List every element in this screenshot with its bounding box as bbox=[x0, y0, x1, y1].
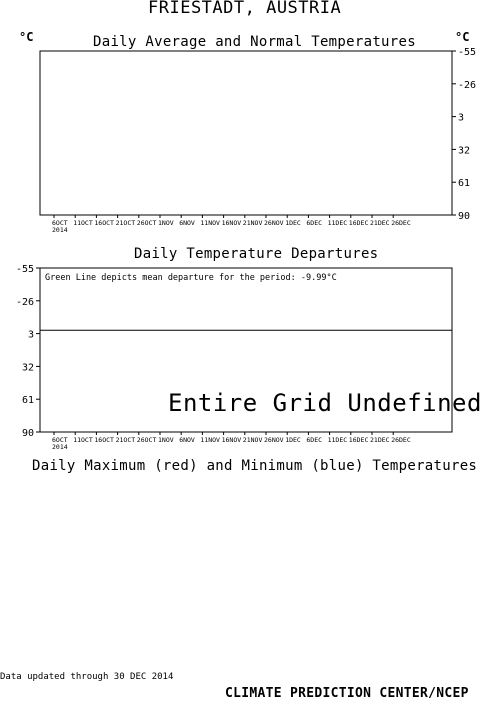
chart2-x-tick-label: 26DEC bbox=[391, 436, 411, 444]
chart1-y-tick-label: -26 bbox=[458, 79, 477, 91]
chart1-x-tick-label: 26DEC bbox=[391, 219, 411, 227]
chart2-x-tick-label: 21OCT bbox=[115, 436, 136, 444]
chart1-y-tick-label: -55 bbox=[458, 47, 477, 58]
chart2-plot-frame bbox=[40, 268, 452, 432]
chart2-y-tick-label: -55 bbox=[15, 264, 34, 275]
chart1-x-tick-label: 21OCT bbox=[115, 219, 136, 227]
chart1-plot-frame bbox=[40, 51, 452, 215]
page-title: FRIESTADT, AUSTRIA bbox=[148, 0, 342, 18]
chart2-x-tick-label: 11DEC bbox=[327, 436, 348, 444]
chart1-y-tick-label: 90 bbox=[458, 211, 471, 222]
chart1-x-tick-label: 21DEC bbox=[370, 219, 390, 227]
chart2-x-tick-label: 6NOV bbox=[179, 436, 195, 444]
chart2-title: Daily Temperature Departures bbox=[134, 246, 379, 262]
chart2-y-tick-label: 3 bbox=[27, 329, 34, 341]
chart1-x-tick-label: 6NOV bbox=[179, 219, 195, 227]
chart2-annotation: Green Line depicts mean departure for the period: -9.99°C bbox=[45, 273, 337, 283]
chart1-x-tick-label: 16NOV bbox=[221, 219, 242, 227]
chart2-x-tick-label: 21NOV bbox=[242, 436, 263, 444]
chart2-x-tick-label: 1DEC bbox=[285, 436, 301, 444]
chart2-x-year-label: 2014 bbox=[52, 443, 68, 451]
chart2-x-tick-label: 26NOV bbox=[264, 436, 284, 444]
chart1-x-tick-label: 11OCT bbox=[73, 219, 93, 227]
data-updated-text: Data updated through 30 DEC 2014 bbox=[0, 672, 174, 682]
chart2-x-tick-label: 1NOV bbox=[158, 436, 174, 444]
chart1-x-tick-label: 1DEC bbox=[285, 219, 301, 227]
chart1-x-tick-label: 6DEC bbox=[306, 219, 323, 227]
chart2-undefined-message: Entire Grid Undefined bbox=[168, 389, 482, 417]
chart1-title: Daily Average and Normal Temperatures bbox=[93, 34, 416, 50]
chart2-x-tick-label: 16OCT bbox=[94, 436, 114, 444]
chart1-y-tick-label: 32 bbox=[458, 145, 471, 157]
chart1-y-tick-label: 3 bbox=[458, 112, 465, 124]
chart3-title: Daily Maximum (red) and Minimum (blue) Temperatures bbox=[32, 458, 478, 474]
chart2-x-tick-label: 6DEC bbox=[306, 436, 323, 444]
chart2-y-tick-label: -26 bbox=[15, 296, 34, 308]
chart2-y-tick-label: 32 bbox=[21, 362, 34, 374]
chart1-x-tick-label: 26NOV bbox=[264, 219, 284, 227]
chart1-x-tick-label: 1NOV bbox=[158, 219, 174, 227]
chart2-x-tick-label: 11NOV bbox=[200, 436, 220, 444]
chart1-x-tick-label: 11DEC bbox=[327, 219, 348, 227]
chart2-y-tick-label: 90 bbox=[21, 428, 34, 439]
chart1-x-tick-label: 16OCT bbox=[94, 219, 114, 227]
chart1-x-year-label: 2014 bbox=[52, 226, 68, 234]
chart1-x-tick-label: 11NOV bbox=[200, 219, 220, 227]
chart2-x-tick-label: 11OCT bbox=[73, 436, 93, 444]
chart2-y-tick-label: 61 bbox=[21, 395, 34, 407]
chart2-x-tick-label: 21DEC bbox=[370, 436, 390, 444]
chart1-x-tick-label: 6OCT bbox=[52, 219, 68, 227]
chart1-y-tick-label: 61 bbox=[458, 178, 471, 190]
chart1-x-tick-label: 16DEC bbox=[348, 219, 369, 227]
chart2-x-tick-label: 16DEC bbox=[348, 436, 369, 444]
unit-label-right: °C bbox=[455, 30, 470, 44]
chart2-x-tick-label: 26OCT bbox=[136, 436, 157, 444]
credit-text: CLIMATE PREDICTION CENTER/NCEP bbox=[225, 686, 469, 701]
chart1-x-tick-label: 26OCT bbox=[136, 219, 157, 227]
chart2-x-tick-label: 16NOV bbox=[221, 436, 242, 444]
chart1-x-tick-label: 21NOV bbox=[242, 219, 263, 227]
chart2-x-tick-label: 6OCT bbox=[52, 436, 68, 444]
unit-label-left: °C bbox=[19, 30, 34, 44]
